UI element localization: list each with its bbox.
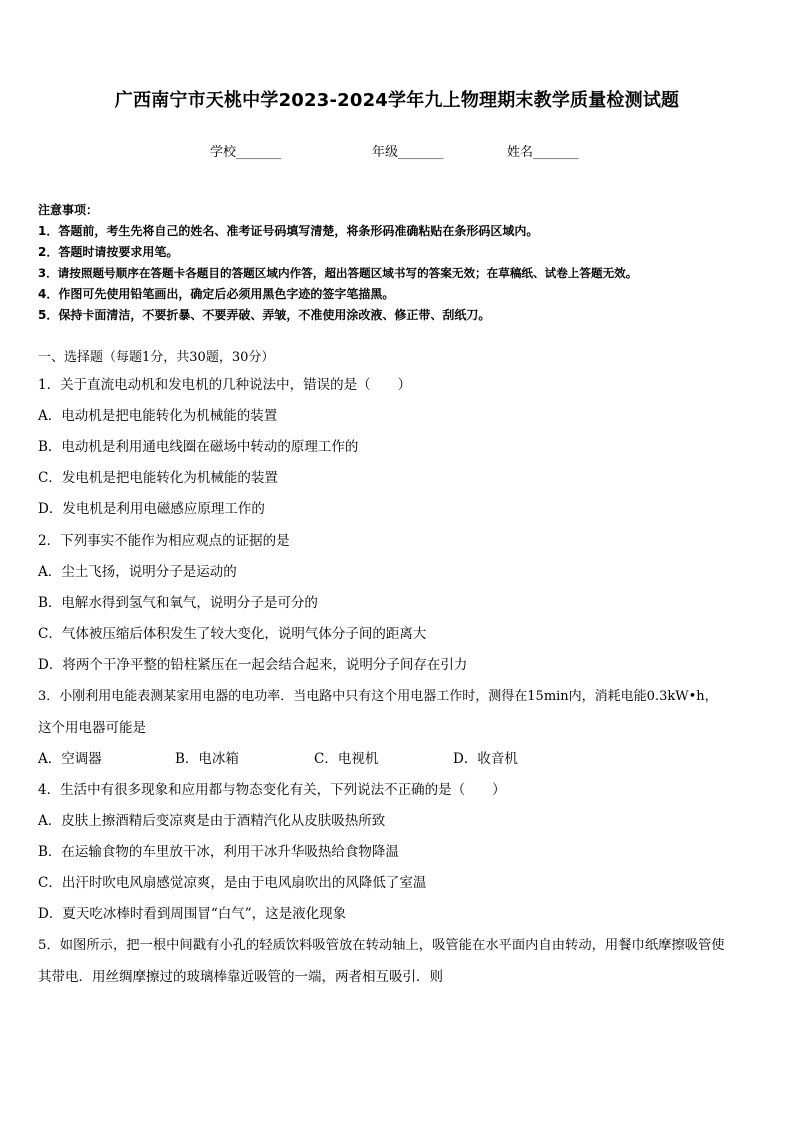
notice-heading: 注意事项： — [38, 203, 99, 217]
question-1-option-d: D．发电机是利用电磁感应原理工作的 — [38, 501, 265, 517]
question-4-stem: 4．生活中有很多现象和应用都与物态变化有关，下列说法不正确的是（ ） — [38, 782, 506, 798]
question-1-option-b: B．电动机是利用通电线圈在磁场中转动的原理工作的 — [38, 439, 359, 455]
question-3-stem-line-1: 3．小刚利用电能表测某家用电器的电功率．当电路中只有这个用电器工作时，测得在15min内，消耗电能0.3kW•h， — [38, 689, 718, 704]
question-3-option-a: A．空调器 — [38, 751, 102, 767]
question-1-option-c: C．发电机是把电能转化为机械能的装置 — [38, 470, 278, 486]
question-2-option-a: A．尘土飞扬，说明分子是运动的 — [38, 564, 237, 580]
question-2-option-c: C．气体被压缩后体积发生了较大变化，说明气体分子间的距离大 — [38, 626, 427, 642]
notice-item: 5．保持卡面清洁，不要折暴、不要弄破、弄皱，不准使用涂改液、修正带、刮纸刀。 — [38, 308, 491, 322]
question-2-stem: 2．下列事实不能作为相应观点的证据的是 — [38, 533, 290, 549]
question-5-stem-line-1: 5．如图所示，把一根中间戳有小孔的轻质饮料吸管放在转动轴上，吸管能在水平面内自由转动，用餐巾纸摩擦吸管使 — [38, 938, 725, 953]
question-3-option-c: C．电视机 — [314, 751, 379, 767]
question-1-stem: 1．关于直流电动机和发电机的几种说法中，错误的是（ ） — [38, 377, 412, 393]
question-3-stem-line-2: 这个用电器可能是 — [38, 720, 146, 736]
question-3-option-b: B．电冰箱 — [175, 751, 239, 767]
question-2-option-d: D．将两个干净平整的铅柱紧压在一起会结合起来，说明分子间存在引力 — [38, 657, 468, 673]
question-4-option-a: A．皮肤上擦酒精后变凉爽是由于酒精汽化从皮肤吸热所致 — [38, 813, 386, 829]
question-1-option-a: A．电动机是把电能转化为机械能的装置 — [38, 408, 278, 424]
question-4-option-b: B．在运输食物的车里放干冰，利用干冰升华吸热给食物降温 — [38, 844, 399, 860]
section-heading: 一、选择题（每题1分，共30题，30分） — [38, 350, 275, 365]
question-4-option-d: D．夏天吃冰棒时看到周围冒“白气”，这是液化现象 — [38, 906, 347, 922]
page-title: 广西南宁市天桃中学2023-2024学年九上物理期末教学质量检测试题 — [114, 90, 680, 111]
notice-item: 1．答题前，考生先将自己的姓名、准考证号码填写清楚，将条形码准确粘贴在条形码区域内。 — [38, 224, 539, 238]
question-4-option-c: C．出汗时吹电风扇感觉凉爽，是由于电风扇吹出的风降低了室温 — [38, 875, 427, 891]
grade-field: 年级_______ — [372, 145, 444, 160]
notice-item: 2．答题时请按要求用笔。 — [38, 245, 179, 259]
question-3-options — [38, 747, 760, 767]
question-5-stem-line-2: 其带电．用丝绸摩擦过的玻璃棒靠近吸管的一端，两者相互吸引．则 — [38, 969, 443, 985]
notice-item: 3．请按照题号顺序在答题卡各题目的答题区域内作答，超出答题区域书写的答案无效；在草稿纸、试卷上答题无效。 — [38, 266, 638, 280]
school-field: 学校_______ — [210, 145, 282, 160]
notice-item: 4．作图可先使用铅笔画出，确定后必须用黑色字迹的签字笔描黑。 — [38, 287, 395, 301]
notice-block — [38, 200, 768, 326]
question-3-option-d: D．收音机 — [453, 751, 518, 767]
name-field: 姓名_______ — [507, 145, 579, 160]
question-2-option-b: B．电解水得到氢气和氧气，说明分子是可分的 — [38, 595, 318, 611]
